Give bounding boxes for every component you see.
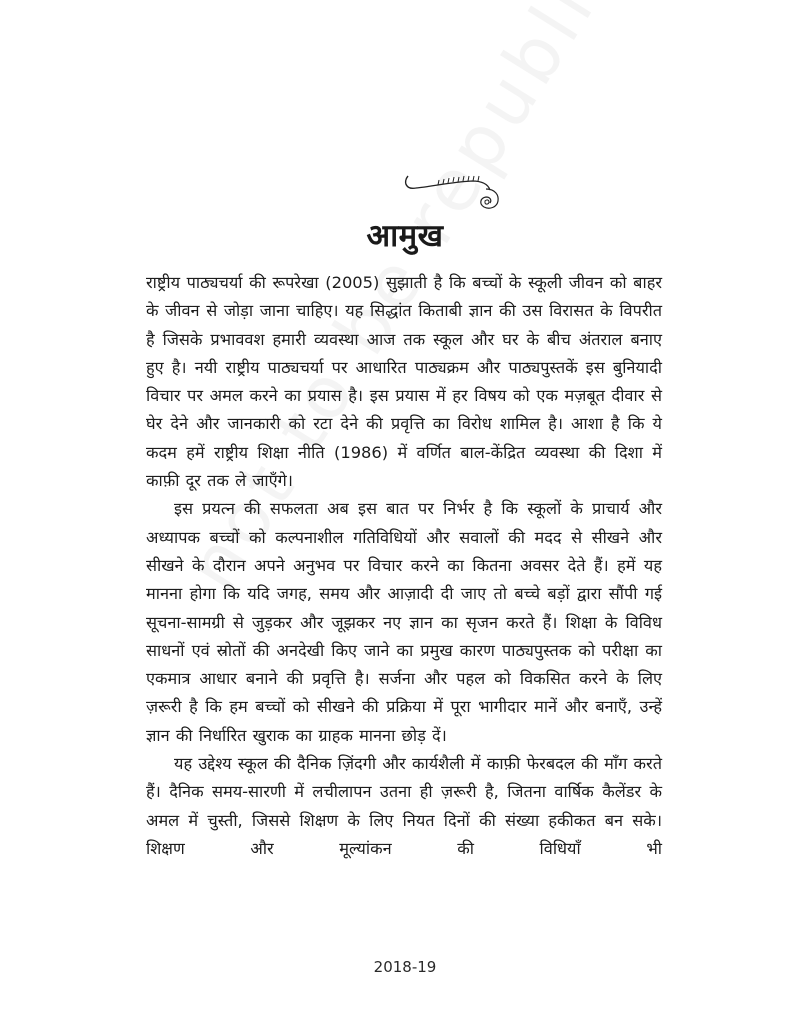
paragraph: यह उद्देश्य स्कूल की दैनिक ज़िंदगी और कार्यशैली में काफ़ी फेरबदल की माँग करते हैं। दैनिक समय-सारणी में लचीलापन उतना ही ज़रूरी है, जितना वार्षिक कैलेंडर के अमल में चुस्ती, जिससे शिक्षण के लिए नियत दिनों की संख्या हकीकत बन सके। शिक्षण और मूल्यांकन की विधियाँ भी — [146, 754, 662, 858]
paragraph: इस प्रयत्न की सफलता अब इस बात पर निर्भर है कि स्कूलों के प्राचार्य और अध्यापक बच्चों को कल्पनाशील गतिविधियों और सवालों की मदद से सीखने और सीखने के दौरान अपने अनुभव पर विचार करने का कितना अवसर देते हैं। हमें यह मानना होगा कि यदि जगह, समय और आज़ादी दी जाए तो बच्चे बड़ों द्वारा सौंपी गई सूचना-सामग्री से जुड़कर और जूझकर नए ज्ञान का सृजन करते हैं। शिक्षा के विविध साधनों एवं स्रोतों की अनदेखी किए जाने का प्रमुख कारण पाठ्यपुस्तक को परीक्षा का एकमात्र आधार बनाने की प्रवृत्ति है। सर्जना और पहल को विकसित करने के लिए ज़रूरी है कि हम बच्चों को सीखने की प्रक्रिया में पूरा भागीदार मानें और बनाएँ, उन्हें ज्ञान की निर्धारित खुराक का ग्राहक मानना छोड़ दें। — [146, 499, 662, 745]
foreword-body — [146, 269, 662, 863]
page-footer: 2018-19 — [373, 958, 437, 976]
paragraph: राष्ट्रीय पाठ्यचर्या की रूपरेखा (2005) सुझाती है कि बच्चों के स्कूली जीवन को बाहर के जीवन से जोड़ा जाना चाहिए। यह सिद्धांत किताबी ज्ञान की उस विरासत के विपरीत है जिसके प्रभाववश हमारी व्यवस्था आज तक स्कूल और घर के बीच अंतराल बनाए हुए है। नयी राष्ट्रीय पाठ्यचर्या पर आधारित पाठ्यक्रम और पाठ्यपुस्तकें इस बुनियादी विचार पर अमल करने का प्रयास है। इस प्रयास में हर विषय को एक मज़बूत दीवार से घेर देने और जानकारी को रटा देने की प्रवृत्ति का विरोध शामिल है। आशा है कि ये कदम हमें राष्ट्रीय शिक्षा नीति (1986) में वर्णित बाल-केंद्रित व्यवस्था की दिशा में काफ़ी दूर तक ले जाएँगे। — [146, 273, 662, 491]
page-title: आमुख — [366, 218, 444, 254]
